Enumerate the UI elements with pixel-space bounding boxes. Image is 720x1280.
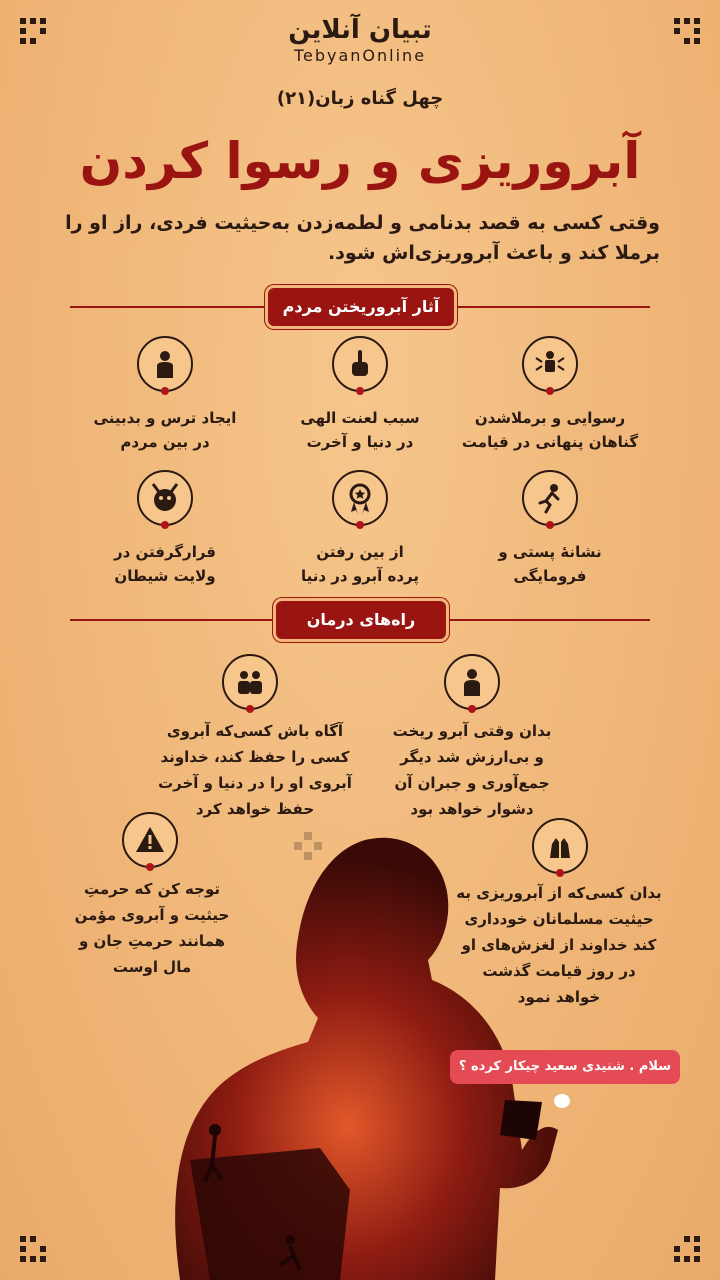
remedy-line: در روز قیامت گذشت [482, 962, 636, 980]
effect-item [460, 470, 640, 588]
intro-text: وقتی کسی به قصد بدنامی و لطمه‌زدن به‌حیثیت فردی، راز او را برملا کند و باعث آبروریزی‌اش شود. [65, 212, 660, 264]
remedy-line: دشوار خواهد بود [410, 800, 534, 818]
brand-name-en: TebyanOnline [293, 46, 427, 65]
devil-icon [137, 470, 193, 526]
people-talking-icon [222, 654, 278, 710]
effect-line2: در بین مردم [120, 433, 210, 451]
remedy-line: مال اوست [112, 958, 192, 976]
remedy-line: آگاه باش کسی‌که آبروی [166, 722, 344, 740]
brand-logo [0, 14, 720, 66]
effect-item [280, 470, 440, 588]
remedy-line: توجه کن که حرمتِ [84, 880, 220, 898]
page-title: آبروریزی و رسوا کردن [79, 132, 641, 190]
remedy-line: همانند حرمتِ جان و [78, 932, 226, 950]
effect-line1: ایجاد ترس و بدبینی [93, 409, 237, 427]
effect-line1: قرارگرفتن در [114, 543, 216, 561]
chat-bubble [450, 1050, 680, 1084]
effect-line2: گناهان پنهانی در قیامت [461, 433, 639, 451]
remedy-line: آبروی او را در دنیا و آخرت [158, 774, 352, 792]
remedy-line: و بی‌ارزش شد دیگر [400, 748, 544, 766]
remedy-line: بدان وقتی آبرو ریخت [392, 722, 552, 740]
remedy-line: بدان کسی‌که از آبروریزی به [456, 884, 662, 902]
remedy-text [150, 718, 360, 822]
effect-line1: رسوایی و برملاشدن [474, 409, 626, 427]
falling-person-icon [522, 470, 578, 526]
effect-line2: فرومایگی [513, 567, 587, 585]
corner-ornament-bottom-left [20, 1236, 46, 1262]
effect-item [280, 336, 440, 454]
remedy-text [372, 718, 572, 822]
corner-ornament-bottom-right [674, 1236, 700, 1262]
section-banner-effects: آثار آبروریختن مردم [268, 288, 454, 326]
effect-line2: ولایت شیطان [114, 567, 216, 585]
remedy-line: حیثیت مسلمانان خودداری [464, 910, 654, 928]
effect-line2: پرده آبرو در دنیا [300, 567, 420, 585]
remedy-line: حیثیت و آبروی مؤمن [74, 906, 230, 924]
effect-item [80, 470, 250, 588]
chat-bubble-icon [554, 1094, 570, 1108]
remedy-line: کسی را حفظ کند، خداوند [160, 748, 350, 766]
remedy-line: جمع‌آوری و جبران آن [394, 774, 550, 792]
pointing-hand-icon [332, 336, 388, 392]
exposed-person-icon [522, 336, 578, 392]
badge-icon [332, 470, 388, 526]
scared-person-icon [137, 336, 193, 392]
remedy-line: خواهد نمود [517, 988, 601, 1006]
effect-line1: از بین رفتن [316, 543, 404, 561]
section-banner-remedies: راه‌های درمان [276, 601, 446, 639]
effect-line1: سبب لعنت الهی [300, 409, 420, 427]
effect-line1: نشانهٔ پستی و [498, 543, 602, 561]
remedy-line: کند خداوند از لغزش‌های او [461, 936, 657, 954]
effect-item [80, 336, 250, 454]
series-label: چهل گناه زبان(۲۱) [276, 88, 444, 109]
sad-person-icon [444, 654, 500, 710]
effect-line2: در دنیا و آخرت [306, 433, 414, 451]
effect-item [460, 336, 640, 454]
brand-name-fa: تبیان آنلاین [288, 15, 432, 45]
remedy-line: حفظ خواهد کرد [195, 800, 315, 818]
chat-message: سلام . شنیدی سعید چیکار کرده ؟ [458, 1059, 672, 1074]
